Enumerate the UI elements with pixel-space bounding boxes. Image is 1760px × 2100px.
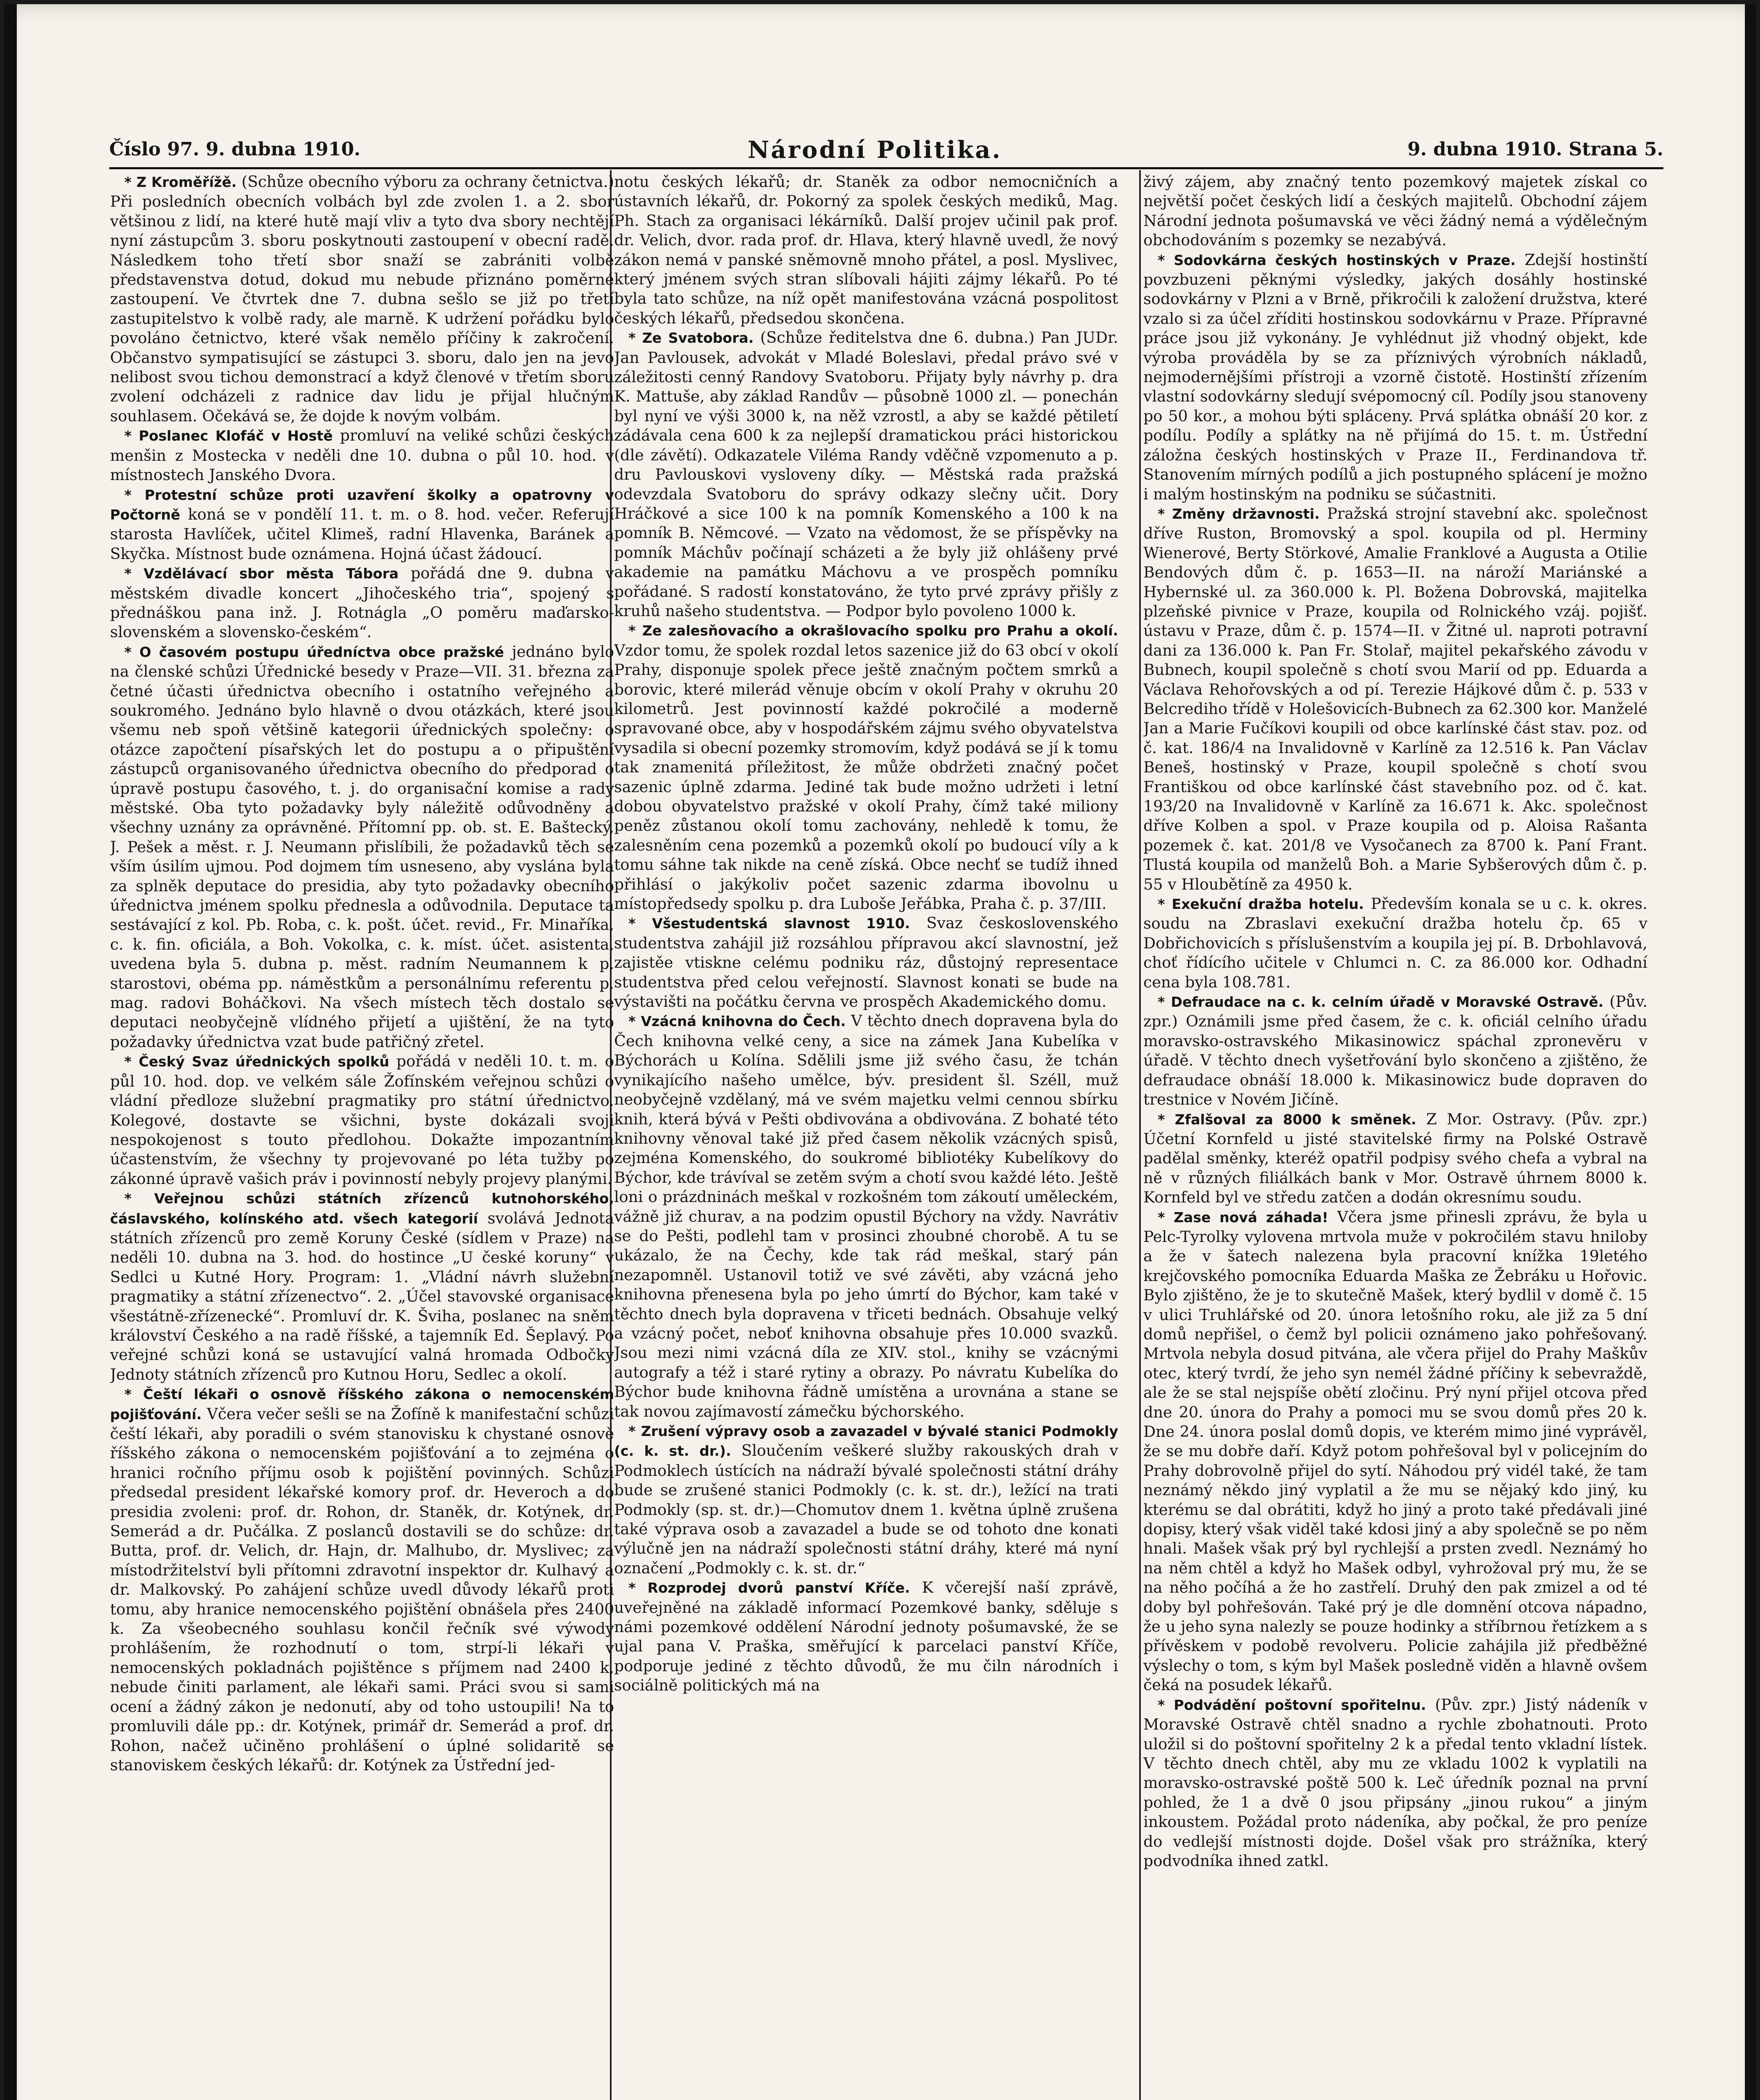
article-heading: * Defraudace na c. k. celním úřadě v Moravské Ostravě. xyxy=(1158,994,1604,1011)
article-paragraph xyxy=(1143,1695,1647,1871)
article-heading: * Změny državnosti. xyxy=(1158,505,1320,522)
article-text: pořádá dne 9. dubna v městském divadle koncert „Jihočeského tria“, spojený s přednáškou pana inž. J. Rotnágla „O poměru maďarsko-slovenském a slovensko-českém“. xyxy=(110,564,614,641)
article-heading: * Exekuční dražba hotelu. xyxy=(1158,896,1364,913)
article-heading: * Veřejnou schůzi státních zřízenců kutnohorského, čáslavského, kolínského atd. všech kategorií xyxy=(110,1190,614,1227)
article-paragraph xyxy=(110,1384,614,1775)
article-text: (Schůze ředitelstva dne 6. dubna.) Pan JUDr. Jan Pavlousek, advokát v Mladé Boleslavi, předal právo své v záležitosti cenný Randovy Svatoboru. Přijaty byly návrhy p. dra K. Mattuše, aby základ Randův — působně 1000 zl. — ponechán byl nyní ve výši 3000 k, na něž vzrostl, a aby se každé pětiletí zádávala cena 600 k za nejlepší dramatickou práci historickou (dle závětí). Odkazatele Viléma Randy vděčně vzpomenuto a p. dru Pavlouskovi vysloveny díky. — Městská rada pražská odevzdala Svatoboru do správy odkazy slečny učit. Dory Hráčkové a sice 100 k na pomník Komenského a 100 k na pomník B. Němcové. — Vzato na vědomost, že se příspěvky na pomník Máchův počínají scházeti a že byly již ohlášeny prvé akademie na památku Máchovu a ve prospěch pomníku pořádané. S radostí konstatováno, že tyto prvé zprávy přišly z kruhů našeho studentstva. — Podpor bylo povoleno 1000 k. xyxy=(614,328,1118,620)
article-heading: * Český Svaz úřednických spolků xyxy=(124,1053,389,1070)
article-text: Především konala se u c. k. okres. soudu na Zbraslavi exekuční dražba hotelu čp. 65 v Dobřichovicích s příslušenstvím a koupila jej pí. B. Drbohlavová, choť řídícího učitele v Chlumci n. C. za 86.000 kor. Odhadní cena byla 108.781. xyxy=(1143,895,1647,991)
article-heading: * Zase nová záhada! xyxy=(1158,1209,1329,1226)
scan-left-edge xyxy=(0,0,17,2100)
article-paragraph xyxy=(110,1189,614,1384)
article-heading: * Podvádění poštovní spořitelnu. xyxy=(1158,1696,1426,1713)
column-divider xyxy=(1139,170,1141,2100)
article-paragraph xyxy=(1143,1208,1647,1695)
article-paragraph xyxy=(1143,1110,1647,1208)
article-paragraph xyxy=(110,564,614,642)
article-text: promluví na veliké schůzi českých menšin z Mostecka v neděli dne 10. dubna o půl 10. hod. v místnostech Janského Dvora. xyxy=(110,426,614,484)
article-heading: * Protestní schůze proti uzavření školky a opatrovny v Počtorně xyxy=(110,486,614,523)
article-text: Včera večer sešli se na Žofíně k manifestační schůzi čeští lékaři, aby poradili o svém stanovisku k chystané osnově říšského zákona o nemocenském pojišťování a to zejména o hranici ročního příjmu osob k pojištění povinných. Schůzi předsedal president lékařské komory prof. dr. Heveroch a do presidia zvoleni: prof. dr. Rohon, dr. Staněk, dr. Kotýnek, dr. Semerád a dr. Pučálka. Z poslanců dostavili se do schůze: dr. Butta, prof. dr. Velich, dr. Hajn, dr. Malhubo, dr. Myslivec; za místodržitelství byli přítomni zdravotní inspektor dr. Kulhavý a dr. Malkovský. Po zahájení schůze uvedl důvody lékařů proti tomu, aby hranice nemocenského pojištění obnášela přes 2400 k. Za všeobecného souhlasu končil řečník své výwody prohlášením, že rozhodnutí o tom, strpí-li lékaři v nemocenských pokladnách pojištěnce s příjmem nad 2400 k, nebude činiti parlament, ale lékaři sami. Práci svou si sami ocení a žádný zákon je nedonutí, aby od toho ustoupili! Na to promluvili dále pp.: dr. Kotýnek, primář dr. Semerád a prof. dr. Rohon, načež učiněno prohlášení o úplné solidaritě se stanoviskem českých lékařů: dr. Kotýnek za Ústřední jed- xyxy=(110,1404,614,1774)
article-heading: * Vzácná knihovna do Čech. xyxy=(628,1013,846,1030)
article-paragraph xyxy=(614,1578,1118,1695)
article-paragraph xyxy=(110,172,614,426)
article-text: (Schůze obecního výboru za ochrany četnictva.) Při posledních obecních volbách byl zde zvolen 1. a 2. sbor většinou z lidí, na které hutě mají vliv a tyto dva sbory nechtějí nyní zástupcům 3. sboru poskytnouti zastoupení v obecní radě. Následkem toho třetí sbor snaží se zabrániti volbě představenstva dotud, dokud mu nebude přiznáno poměrné zastoupení. Ve čtvrtek dne 7. dubna sešlo se již po třetí zastupitelstvo k volbě rady, ale marně. K udržení pořádku bylo povoláno četnictvo, které však nemělo příčiny k zakročení. Občanstvo sympatisující se zástupci 3. sboru, dalo jen na jevo nelibost svou tichou demonstrací a když členové v třetím sboru zvolení odcházeli z radnice dav lidu je přijal hlučným souhlasem. Očekává se, že dojde k novým volbám. xyxy=(110,173,614,425)
article-paragraph xyxy=(1143,504,1647,894)
article-paragraph xyxy=(614,621,1118,914)
article-text: živý zájem, aby značný tento pozemkový majetek získal co největší počet českých lidí a českých majitelů. Obchodní zájem Národní jednota pošumavská ve věci žádný nemá a výdělečným obchodováním s pozemky se nezabývá. xyxy=(1143,173,1647,249)
article-paragraph xyxy=(614,328,1118,621)
article-paragraph xyxy=(110,642,614,1052)
article-heading: * Zfalšoval za 8000 k směnek. xyxy=(1158,1111,1416,1128)
article-text: K včerejší naší zprávě, uveřejněné na základě informací Pozemkové banky, sděluje s námi pozemkové oddělení Národní jednoty pošumavské, že se ujal pana V. Praška, směřující k parcelaci panství Kříče, podporuje jediné z těchto důvodů, že mu čiln národních i sociálně politických má na xyxy=(614,1578,1118,1695)
masthead xyxy=(109,136,1663,164)
article-text: (Pův. zpr.) Jistý nádeník v Moravské Ostravě chtěl snadno a rychle zbohatnouti. Proto uložil si do poštovní spořitelny 2 k a předal tento vkladní lístek. V těchto dnech chtěl, aby mu ze vkladu 1002 k vyplatili na moravsko-ostravské poště 500 k. Leč úředník poznal na první pohled, že 1 a dvě 0 jsou připsány „jinou rukou“ a jiným inkoustem. Požádal proto nádeníka, aby počkal, že pro peníze do vedlejší místnosti dojde. Došel však pro strážníka, který podvodníka ihned zatkl. xyxy=(1143,1695,1647,1870)
article-heading: * Sodovkárna českých hostinských v Praze. xyxy=(1158,252,1516,268)
article-text: pořádá v neděli 10. t. m. o půl 10. hod. dop. ve velkém sále Žofínském veřejnou schůzi o vládní předloze služební pragmatiky pro státní úřednictvo. Kolegové, dostavte se všichni, byste dokázali svoji nespokojenost s touto předlohou. Dokažte impozantním účastenstvím, že všechny ty projevované po léta tužby po zákonné úpravě vašich práv i povinností nebyly projevy planými. xyxy=(110,1052,614,1188)
article-text: Sloučením veškeré služby rakouských drah v Podmoklech ústících na nádraží bývalé společnosti státní dráhy bude se zrušené stanici Podmokly (c. k. st. dr.), ležící na trati Podmokly (sp. st. dr.)—Chomutov dnem 1. května úplně zrušena také výprava osob a zavazadel a bude se od tohoto dne konati výlučně jen na nádraží společnosti státní dráhy, které má nyní označení „Podmokly c. k. st. dr.“ xyxy=(614,1441,1118,1577)
article-text: Z Mor. Ostravy. (Pův. zpr.) Účetní Kornfeld u jisté stavitelské firmy na Polské Ostravě padělal směnky, kteréž opatřil podpisy svého chefa a vybral na ně v různých filiálkách bank v Mor. Ostravě úhrnem 8000 k. Kornfeld byl ve středu zatčen a dodán okresnímu soudu. xyxy=(1143,1110,1647,1207)
article-text: koná se v pondělí 11. t. m. o 8. hod. večer. Referují starosta Havlíček, učitel Klimeš, radní Hlavenka, Baránek a Skyčka. Místnost bude oznámena. Hojná účast žádoucí. xyxy=(110,505,614,563)
article-heading: * Vzdělávací sbor města Tábora xyxy=(124,565,399,582)
article-heading: * Všestudentská slavnost 1910. xyxy=(628,915,910,932)
article-paragraph xyxy=(1143,172,1647,250)
page-date-number: 9. dubna 1910. Strana 5. xyxy=(1407,139,1663,160)
column-2 xyxy=(614,172,1118,2100)
column-3 xyxy=(1143,172,1647,2100)
issue-number-date: Číslo 97. 9. dubna 1910. xyxy=(109,139,361,160)
article-text: jednáno bylo na členské schůzi Úřednické besedy v Praze—VII. 31. března za četné účasti úřednictva obecního i ostatního veřejného a soukromého. Jednáno bylo hlavně o dvou otázkách, které jsou všemu neb spoň většině kategorii úřednických společny: o otázce započtení písařských let do postupu a o připuštění zástupců organisovaného úřednictva obecního do předporad o úpravě postupu časového, t. j. do organisační komise a rady městské. Oba tyto požadavky byly náležitě odůvodněny a všechny uznány za oprávněné. Přítomní pp. ob. st. E. Baštecký, J. Pešek a měst. r. J. Neumann přislíbili, že požadavků těch se vším úsilím ujmou. Pod dojmem tím usneseno, aby vyslána byla za splněk deputace do presidia, aby tyto požadavky obecního úřednictva jménem spolku přednesla a odůvodnila. Deputace ta sestávající z kol. Pb. Roba, c. k. pošt. účet. revid., Fr. Minaříka, c. k. fin. oficiála, a Boh. Vokolka, c. k. míst. účet. asistenta, uvedena byla 5. dubna p. měst. radním Neumannem k p. starostovi, obéma pp. náměstkům a personálnímu referentu p. mag. radovi Boháčkovi. Na všech místech těch dostalo se deputaci neobyčejně vlídného přijetí a ujištění, že na tyto požadavky úřednictva vzat bude patřičný zřetel. xyxy=(110,642,614,1051)
article-text: svolává Jednota státních zřízenců pro země Koruny České (sídlem v Praze) na neděli 10. dubna na 3. hod. do hostince „U české koruny“ v Sedlci u Kutné Hory. Program: 1. „Vládní návrh služební pragmatiky a státní zřízenectvo“. 2. „Účel stavovské organisace všestátně-zřízenecké“. Promluví dr. K. Šviha, poslanec na sněm království Českého a na radě říšské, a tajemník Ed. Šeplavý. Po veřejné schůzi koná se ustavující valná hromada Odbočky Jednoty státních zřízenců pro Kutnou Horu, Sedlec a okolí. xyxy=(110,1209,614,1383)
article-text: Pražská strojní stavební akc. společnost dříve Ruston, Bromovský a spol. koupila od pl. Herminy Wienerové, Berty Störkové, Amalie Franklové a Augusta a Otilie Bendových dům č. p. 1653—II. na nároží Mariánské a Hybernské ul. za 360.000 k. Pl. Božena Dobrovská, majitelka plzeňské pivnice v Praze, koupila od Rolnického vzáj. pojišť. ústavu v Praze, dům č. p. 1574—II. v Žitné ul. naproti potravní dani za 136.000 k. Pan Fr. Stolař, majitel pekařského závodu v Bubnech, koupil společně s chotí svou Marií od pp. Eduarda a Václava Rehořovských a od pí. Terezie Hájkové dům č. p. 533 v Belcrediho třídě v Holešovicích-Bubnech za 62.300 kor. Manželé Jan a Marie Fučíkovi koupili od obce karlínské část stav. poz. od č. kat. 186/4 na Invalidovně v Karlíně za 12.516 k. Pan Václav Beneš, hostinský v Praze, koupil společně s chotí svou Františkou od obce karlínské část stavebního poz. od č. kat. 193/20 na Invalidovně v Karlíně za 16.671 k. Akc. společnost dříve Kolben a spol. v Praze koupila od p. Aloisa Rašanta pozemek č. kat. 201/8 ve Vysočanech za 8700 k. Paní Frant. Tlustá koupila od manželů Boh. a Marie Sybšerových dům č. p. 55 v Hloubětíně za 4950 k. xyxy=(1143,504,1647,893)
header-rule xyxy=(109,167,1663,169)
newspaper-title: Národní Politika. xyxy=(748,136,1002,164)
article-text: notu českých lékařů; dr. Staněk za odbor nemocničních a ústavních lékařů, dr. Pokorný za spolek českých mediků, Mag. Ph. Stach za organisaci lékárníků. Další projev učinil pak prof. dr. Velich, dvor. rada prof. dr. Hlava, který hlavně uvedl, že nový zákon nemá v panské sněmovně mnoho přátel, a posl. Myslivec, který jménem svých stran slíbovali hájiti zájmy lékařů. Po té byla tato schůze, na níž opět manifestována vzácná pospolitost českých lékařů, předsedou skončena. xyxy=(614,173,1118,327)
article-paragraph xyxy=(614,1011,1118,1421)
article-heading: * Rozprodej dvorů panství Kříče. xyxy=(628,1580,910,1596)
article-paragraph xyxy=(614,172,1118,328)
article-paragraph xyxy=(614,914,1118,1011)
article-heading: * Z Kroměřížě. xyxy=(124,174,237,190)
column-1 xyxy=(110,172,614,2100)
article-heading: * O časovém postupu úředníctva obce pražské xyxy=(124,643,504,660)
article-paragraph xyxy=(1143,992,1647,1109)
article-paragraph xyxy=(1143,894,1647,992)
article-text: Zdejší hostinští povzbuzeni pěknými výsledky, jakých dosáhly hostinské sodovkárny v Plzni a v Brně, přikročili k založení družstva, které vzalo si za účel zříditi hostinskou sodovkárnu v Praze. Přípravné práce jsou již vykonány. Je vyhlédnut již vhodný objekt, kde výroba prováděla by se za příznivých výrobních nákladů, nejmodernějšími přístroji a vzorně čistotě. Hostinští zřízením vlastní sodovkárny sledují svépomocný cíl. Podíly jsou stanoveny po 50 kor., a mohou býti spláceny. Prvá splátka obnáší 20 kor. z podílu. Podíly a splátky na ně přijímá do 15. t. m. Ústřední záložna českých hostinských v Praze II., Ferdinandova tř. Stanovením mírných podílů a jich postupného splácení je možno i malým hostinským na podniku se súčastniti. xyxy=(1143,250,1647,503)
article-heading: * Čeští lékaři o osnově říšského zákona o nemocenském pojišťování. xyxy=(110,1386,614,1423)
article-heading: * Zrušení výpravy osob a zavazadel v bývalé stanici Podmokly (c. k. st. dr.). xyxy=(614,1423,1118,1460)
article-text: (Pův. zpr.) Oznámili jsme před časem, že c. k. oficiál celního úřadu moravsko-ostravského Mikasinowicz spáchal zpronevěru v úřadě. V těchto dnech vyšetřování bylo skončeno a zjištěno, že defraudace obnáší 18.000 k. Mikasinowicz bude dopraven do trestnice v Novém Jičíně. xyxy=(1143,992,1647,1109)
article-text: Vzdor tomu, že spolek rozdal letos sazenice již do 63 obcí v okolí Prahy, disponuje spolek přece ještě značným počtem smrků a borovic, které milerád věnuje obcím v okolí Prahy v okruhu 20 kilometrů. Jest povinností každé pokročilé a moderně spravované obce, aby v hospodářském zájmu svého obyvatelstva vysadila si obecní pozemky stromovím, když podává se jí k tomu tak znamenitá příležitost, že může obdržeti značný počet sazenic úplně zdarma. Jediné tak bude možno udržeti i letní dobou obyvatelstvo pražské v okolí Prahy, čímž také miliony peněz zůstanou okolí tomu zachovány, nehledě k tomu, že zalesněním cena pozemků a pozemků okolí po budoucí víly a k tomu sáhne tak nikde na ceně získá. Obce nechť se tudíž ihned přihlásí o jakýkoliv počet sazenic zdarma ibovolnu u místopředsedy spolku p. dra Luboše Jeřábka, Praha č. p. 37/III. xyxy=(614,641,1118,913)
article-paragraph xyxy=(110,1052,614,1189)
article-heading: * Poslanec Klofáč v Hostě xyxy=(124,428,333,444)
article-heading: * Ze zalesňovacího a okrašlovacího spolku pro Prahu a okolí. xyxy=(628,622,1118,639)
article-heading: * Ze Svatobora. xyxy=(628,330,754,346)
article-text: Svaz československého studentstva zahájil již rozsáhlou přípravou akcí slavnostní, jež zajistěe vtiskne celému podniku ráz, důstojný representace studentstva před celou veřejností. Slavnost konati se bude na výstavišti na počátku června ve prospěch Akademického domu. xyxy=(614,914,1118,1011)
article-paragraph xyxy=(110,485,614,564)
scan-right-edge xyxy=(1745,0,1760,2100)
article-text: V těchto dnech dopravena byla do Čech knihovna velké ceny, a sice na zámek Jana Kubelíka v Býchorách u Kolína. Sdělili jsme již svého času, že tchán vynikajícího našeho umělce, býv. president šl. Széll, muž neobyčejně vzdělaný, má ve svém majetku velmi cennou sbírku knih, která bývá v Pešti obdivována a obdivována. Z bohaté této knihovny věnoval také již před časem několik vzácných spisů, zejména Komenského, do soukromé bibliotéky Kubelíkovy do Býchor, kde trávíval se zetěm svým a chotí svou každé léto. Ještě loni o prázdninách meškal v rozkošném tom zákoutí uměleckém, vážně již churav, a na podzim opustil Býchory na vždy. Navrátiv se do Pešti, podlehl tam v prosinci zhoubné chorobě. A tu se ukázalo, že na Čechy, kde tak rád meškal, starý pán nezapomněl. Ustanovil totiž ve své závěti, aby vzácná jeho knihovna přenesena byla po jeho úmrtí do Býchor, kam také v těchto dnech byla dopravena v třiceti bednách. Obsahuje velký a vzácný počet, neboť knihovna obsahuje přes 10.000 svazků. Jsou mezi nimi vzácná díla ze XIV. stol., knihy se vzácnými autografy a též i staré rytiny a obrazy. Po návratu Kubelíka do Býchor bude knihovna řádně umístěna a urovnána a stane se tak novou zajímavostí zámečku býchorského. xyxy=(614,1012,1118,1420)
article-paragraph xyxy=(1143,250,1647,504)
article-paragraph xyxy=(110,426,614,485)
article-paragraph xyxy=(614,1421,1118,1578)
article-text: Včera jsme přinesli zprávu, že byla u Pelc-Tyrolky vylovena mrtvola muže v pokročilém stavu hniloby a že v šatech nalezena byla pracovní knížka 19letého krejčovského pomocníka Eduarda Maška ze Žebráku u Hořovic. Bylo zjištěno, že je to skutečně Mašek, který bydlil v domě č. 15 v ulici Truhlářské od 20. února letošního roku, ale již za 5 dní domů nepřišel, o čemž byl policii oznámeno jako pohřešovaný. Mrtvola nebyla dosud pitvána, ale včera přijel do Prahy Maškův otec, který tvrdí, že jeho syn nemél žádné příčiny k sebevraždě, ale že se stal nejspíše obětí zločinu. Prý nyní přijel otcova před dne 20. února do Prahy a pomoci mu se svou domů přes 20 k. Dne 24. února poslal domů dopis, ve kterém mimo jiné vyprávěl, že se mu dobře daří. Když potom pohřešoval byl v policejním do Prahy dobrovolně přijel do sytí. Náhodou prý vidél také, že tam neznámý někdo jiný vyplatil a že mu se nějaký kdo jiný, ku kterému se dal obrátiti, když ho jiný a proto také předávali jiné dopisy, který však viděl také kdosi jiný a aby společně se po něm hnali. Mašek však prý byl rychlejší a prsten zvedl. Neznámý ho na něm chtěl a když ho Mašek odbyl, vyhrožoval prý mu, že se na něho počíhá a že ho zastřelí. Druhý den pak zmizel a od té doby byl pohřešován. Také prý je dle domnění otcova nápadno, že u jeho syna nalezly se pouze hodinky a stříbrnou řetízkem a s přívěskem v podobě revolveru. Policie zahájila již předběžné výslechy o tom, s kým byl Mašek posledně viděn a hlavně ovšem čeká na posudek lékařů. xyxy=(1143,1208,1647,1694)
